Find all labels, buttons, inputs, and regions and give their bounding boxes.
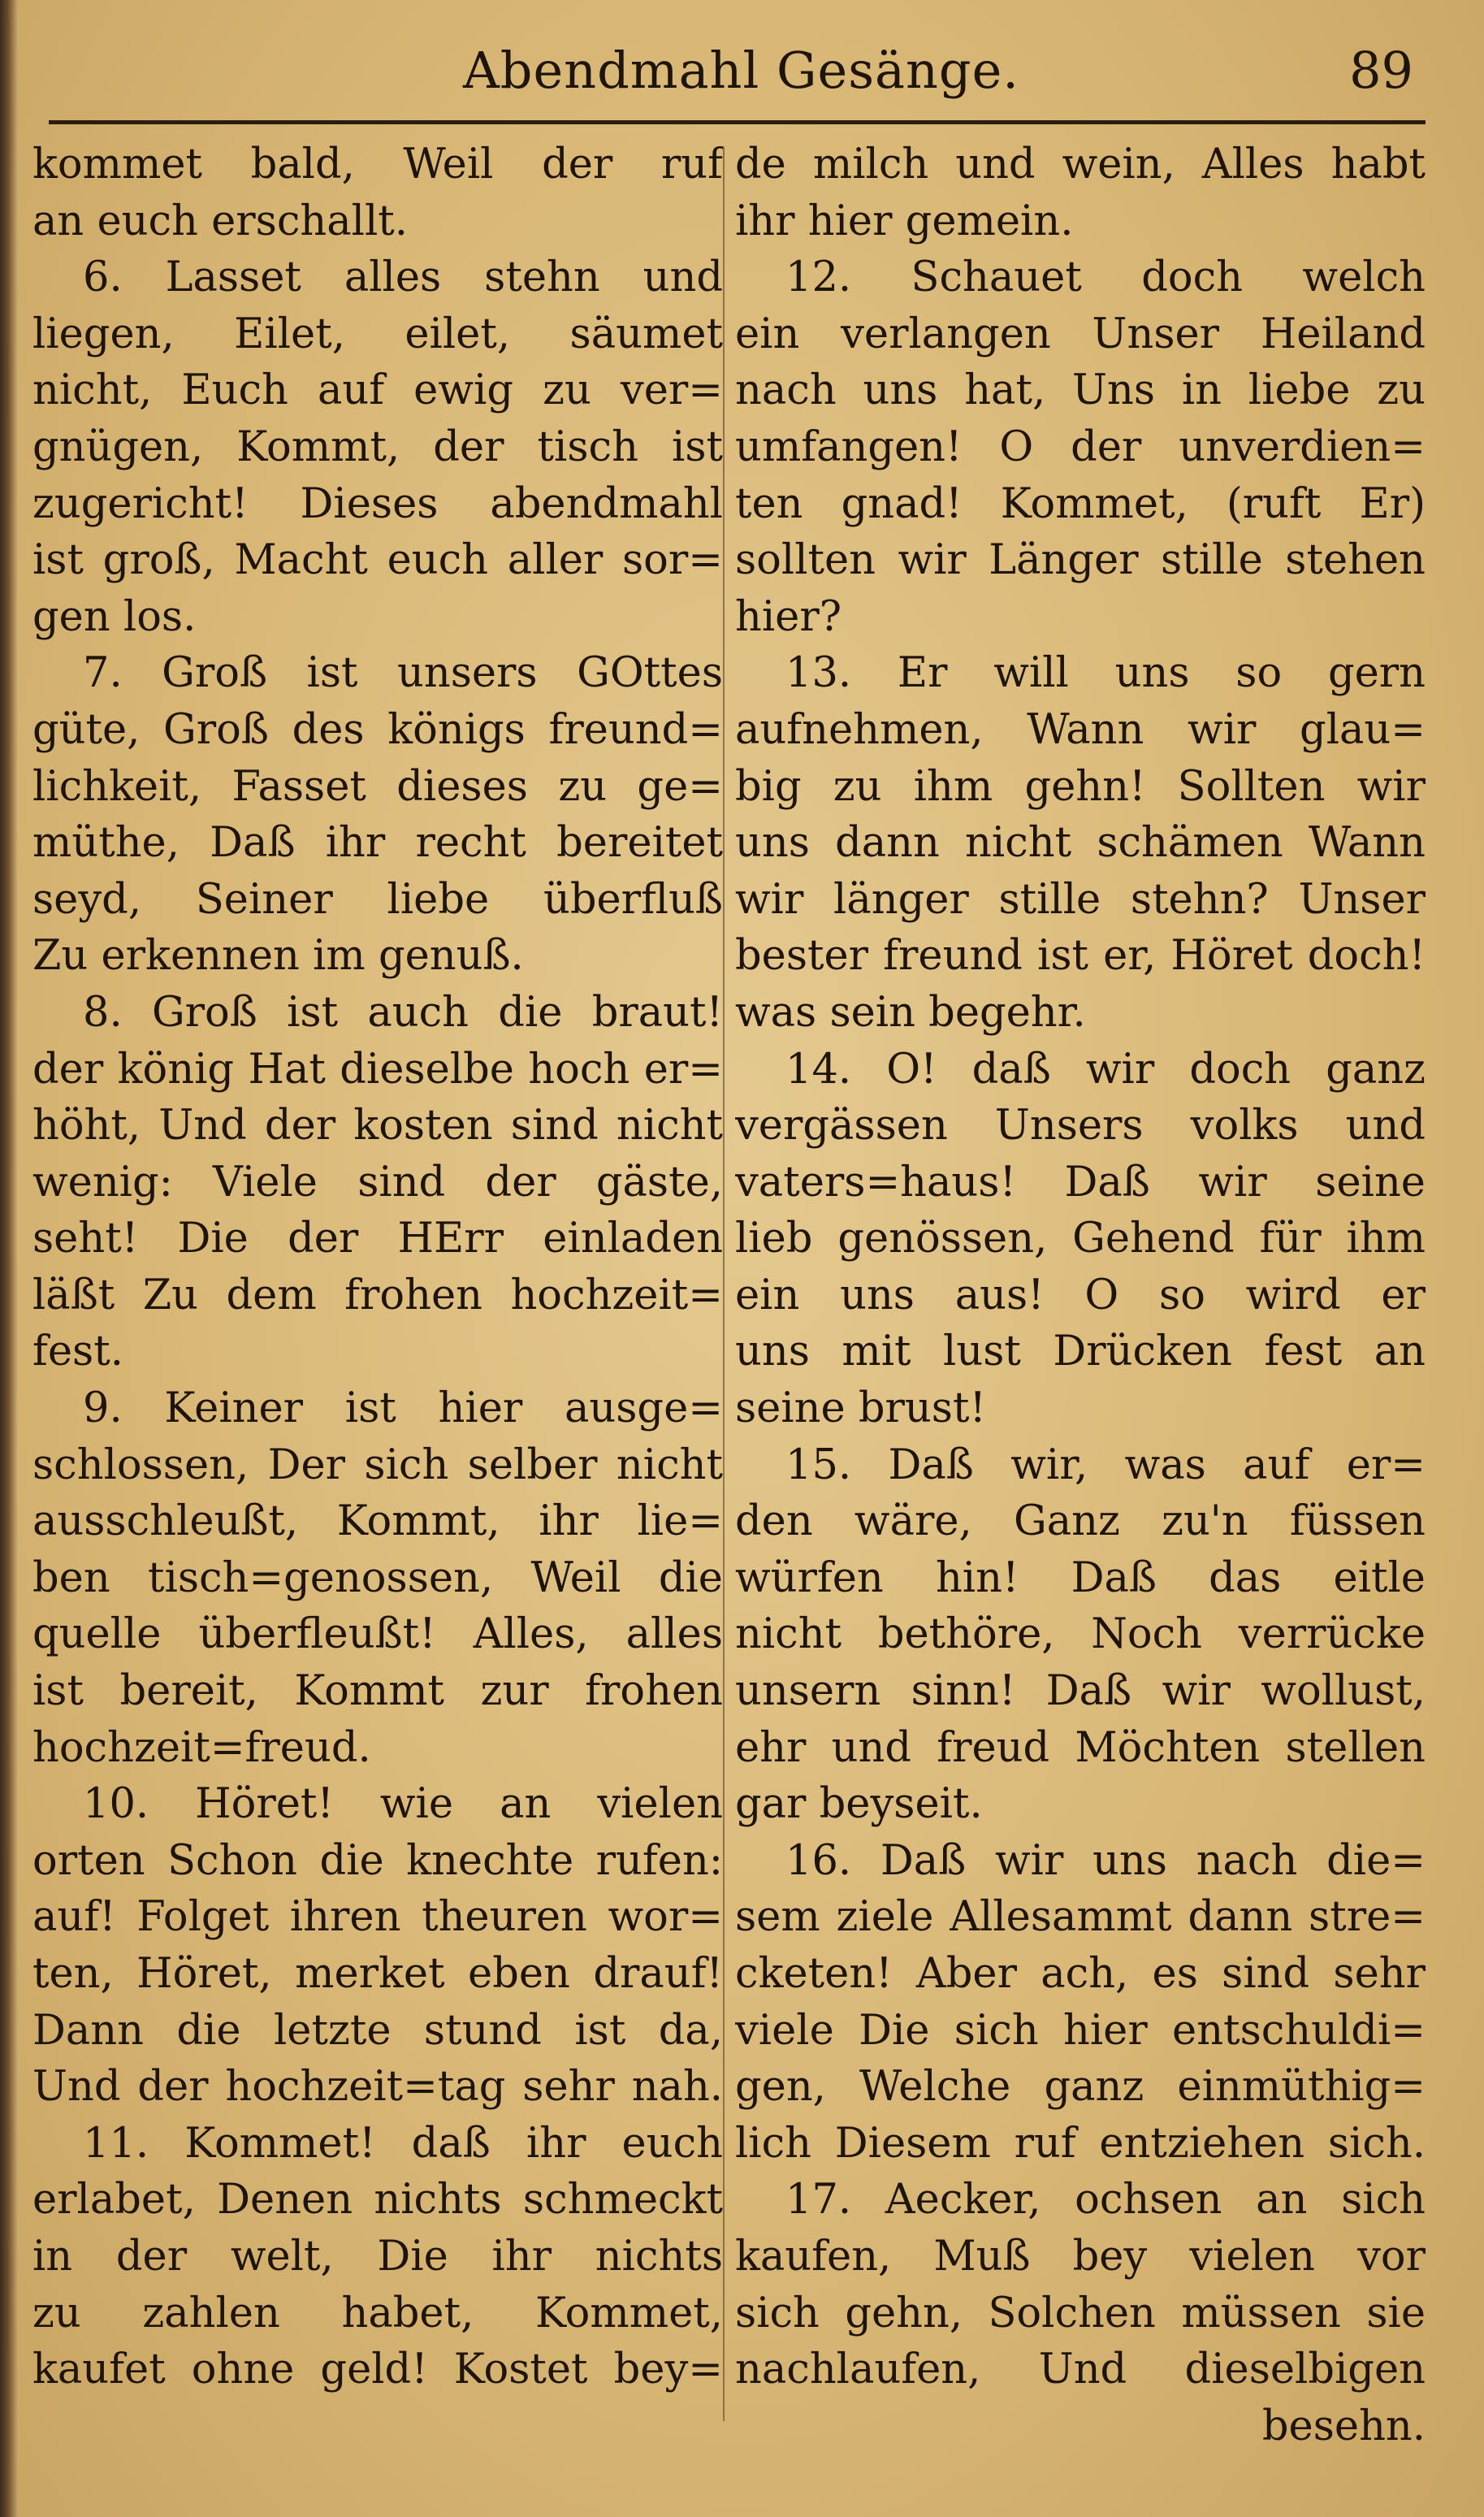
- text-line: Zu erkennen im genuß.: [32, 932, 524, 981]
- text-line: uns mit lust Drücken fest an: [735, 1328, 1426, 1376]
- verse-start-line: 15. Daß wir, was auf er=: [785, 1440, 1426, 1489]
- text-line: ist bereit, Kommt zur frohen: [32, 1667, 723, 1716]
- text-line: cketen! Aber ach, es sind sehr: [735, 1950, 1426, 1998]
- text-line: gen los.: [32, 592, 197, 641]
- text-line: kaufen, Muß bey vielen vor: [735, 2232, 1426, 2281]
- text-line: ten gnad! Kommet, (ruft Er): [735, 479, 1426, 528]
- text-line: in der welt, Die ihr nichts: [32, 2232, 723, 2281]
- text-line: müthe, Daß ihr recht bereitet: [32, 819, 723, 868]
- text-line: hier?: [735, 592, 842, 641]
- text-line: seyd, Seiner liebe überfluß: [32, 875, 723, 924]
- text-line: kaufet ohne geld! Kostet bey=: [32, 2346, 723, 2394]
- text-line: lich Diesem ruf entziehen sich.: [735, 2119, 1426, 2168]
- text-line: wenig: Viele sind der gäste,: [32, 1158, 723, 1207]
- text-line: gen, Welche ganz einmüthig=: [735, 2063, 1426, 2112]
- verse-start-line: 10. Höret! wie an vielen: [83, 1780, 723, 1829]
- text-line: wir länger stille stehn? Unser: [735, 875, 1426, 924]
- verse-start-line: 6. Lasset alles stehn und: [83, 253, 723, 302]
- text-line: besehn.: [1261, 2402, 1426, 2450]
- text-line: zu zahlen habet, Kommet,: [32, 2289, 723, 2337]
- text-line: seine brust!: [735, 1384, 986, 1433]
- text-line: ten, Höret, merket eben drauf!: [32, 1950, 723, 1998]
- text-line: erlabet, Denen nichts schmeckt: [32, 2176, 723, 2225]
- text-line: vaters=haus! Daß wir seine: [735, 1158, 1426, 1207]
- text-line: ein verlangen Unser Heiland: [735, 310, 1426, 358]
- text-line: zugericht! Dieses abendmahl: [32, 479, 723, 528]
- verse-start-line: 12. Schauet doch welch: [785, 253, 1426, 302]
- text-line: lichkeit, Fasset dieses zu ge=: [32, 762, 723, 811]
- text-line: gar beyseit.: [735, 1780, 983, 1829]
- text-line: big zu ihm gehn! Sollten wir: [735, 762, 1426, 811]
- text-line: auf! Folget ihren theuren wor=: [32, 1893, 723, 1942]
- text-line: läßt Zu dem frohen hochzeit=: [32, 1271, 723, 1319]
- text-line: an euch erschallt.: [32, 197, 408, 245]
- text-line: ausschleußt, Kommt, ihr lie=: [32, 1497, 723, 1546]
- text-line: gnügen, Kommt, der tisch ist: [32, 422, 723, 471]
- text-line: nicht, Euch auf ewig zu ver=: [32, 366, 723, 415]
- header-rule: [49, 120, 1426, 124]
- text-line: hochzeit=freud.: [32, 1723, 371, 1772]
- verse-start-line: 9. Keiner ist hier ausge=: [83, 1384, 723, 1433]
- text-line: uns dann nicht schämen Wann: [735, 819, 1426, 868]
- text-line: nachlaufen, Und dieselbigen: [735, 2346, 1426, 2394]
- right-column: [735, 136, 1426, 2485]
- text-line: quelle überfleußt! Alles, alles: [32, 1610, 723, 1659]
- text-line: unsern sinn! Daß wir wollust,: [735, 1667, 1426, 1716]
- text-line: Dann die letzte stund ist da,: [32, 2006, 723, 2055]
- page-number: 89: [1349, 41, 1413, 100]
- text-line: ihr hier gemein.: [735, 197, 1074, 245]
- text-line: höht, Und der kosten sind nicht: [32, 1102, 723, 1150]
- text-line: sem ziele Allesammt dann stre=: [735, 1893, 1426, 1942]
- verse-start-line: 16. Daß wir uns nach die=: [785, 1836, 1426, 1885]
- text-line: liegen, Eilet, eilet, säumet: [32, 310, 723, 358]
- verse-start-line: 17. Aecker, ochsen an sich: [785, 2176, 1426, 2225]
- text-line: viele Die sich hier entschuldi=: [735, 2006, 1426, 2055]
- text-line: de milch und wein, Alles habt: [735, 141, 1426, 188]
- text-line: ist groß, Macht euch aller sor=: [32, 536, 723, 585]
- text-line: nach uns hat, Uns in liebe zu: [735, 366, 1426, 415]
- text-line: ehr und freud Möchten stellen: [735, 1723, 1426, 1772]
- verse-start-line: 8. Groß ist auch die braut!: [83, 988, 723, 1037]
- text-line: umfangen! O der unverdien=: [735, 422, 1426, 471]
- text-line: aufnehmen, Wann wir glau=: [735, 705, 1426, 754]
- text-line: bester freund ist er, Höret doch!: [735, 932, 1426, 981]
- running-title: Abendmahl Gesänge.: [463, 41, 1020, 100]
- text-line: vergässen Unsers volks und: [735, 1102, 1426, 1150]
- text-line: Und der hochzeit=tag sehr nah.: [32, 2063, 723, 2112]
- verse-start-line: 13. Er will uns so gern: [785, 649, 1426, 698]
- text-line: sich gehn, Solchen müssen sie: [735, 2289, 1426, 2337]
- page-header: [32, 32, 1413, 114]
- verse-start-line: 11. Kommet! daß ihr euch: [83, 2119, 723, 2168]
- text-line: ein uns aus! O so wird er: [735, 1271, 1426, 1319]
- text-line: schlossen, Der sich selber nicht: [32, 1440, 723, 1489]
- text-line: sollten wir Länger stille stehen: [735, 536, 1426, 585]
- text-line: der könig Hat dieselbe hoch er=: [32, 1045, 723, 1094]
- text-line: den wäre, Ganz zu'n füssen: [735, 1497, 1426, 1546]
- text-line: was sein begehr.: [735, 988, 1086, 1037]
- text-line: güte, Groß des königs freund=: [32, 705, 723, 754]
- text-line: ben tisch=genossen, Weil die: [32, 1553, 723, 1602]
- text-line: seht! Die der HErr einladen: [32, 1215, 723, 1263]
- text-line: würfen hin! Daß das eitle: [735, 1553, 1426, 1602]
- binding-edge: [0, 0, 18, 2517]
- left-column: [32, 136, 723, 2485]
- text-line: orten Schon die knechte rufen:: [32, 1836, 723, 1885]
- text-line: lieb genössen, Gehend für ihm: [735, 1215, 1426, 1263]
- verse-start-line: 7. Groß ist unsers GOttes: [83, 649, 723, 698]
- column-divider: [723, 146, 725, 2421]
- text-line: fest.: [32, 1328, 123, 1376]
- text-line: kommet bald, Weil der ruf: [32, 141, 723, 188]
- text-line: nicht bethöre, Noch verrücke: [735, 1610, 1426, 1659]
- verse-start-line: 14. O! daß wir doch ganz: [785, 1045, 1426, 1094]
